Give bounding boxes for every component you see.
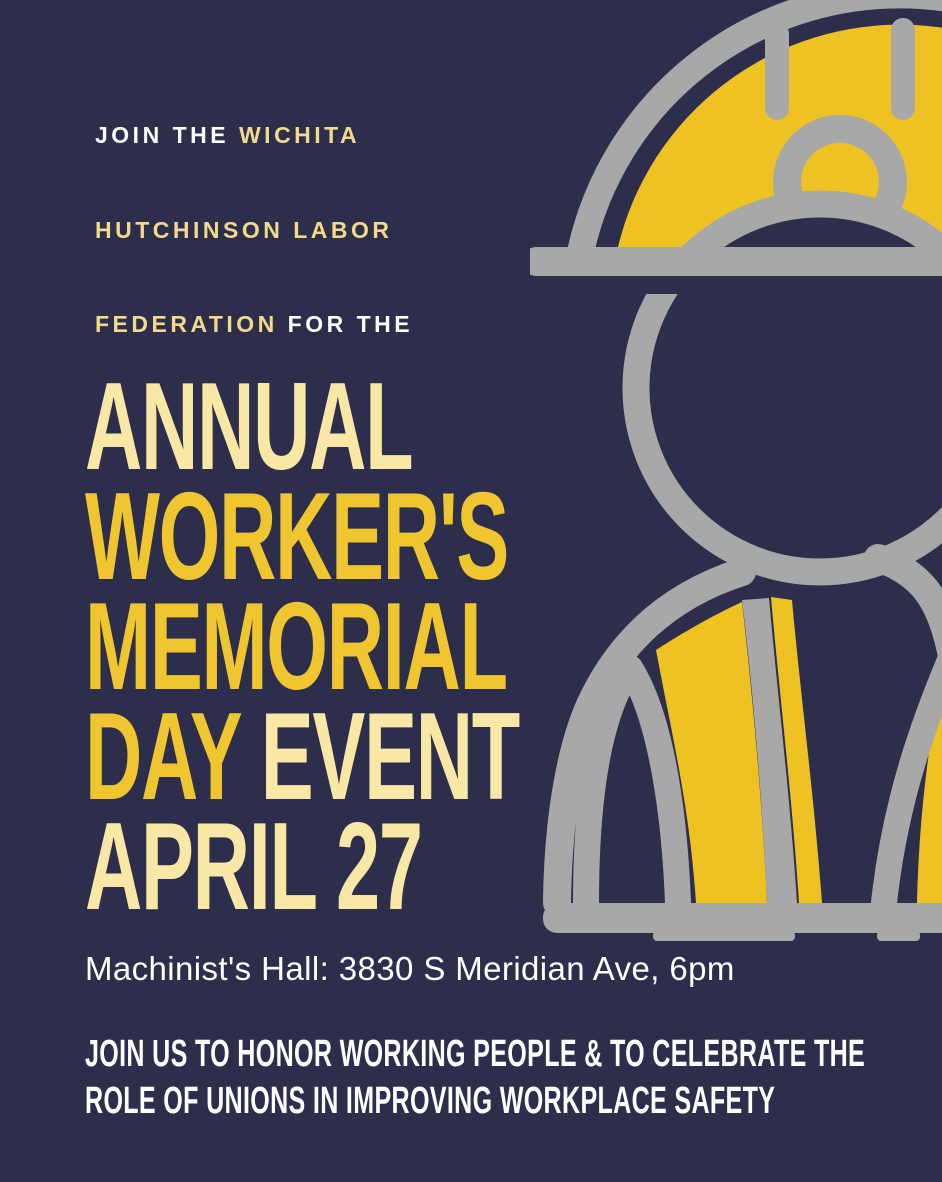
- tagline-text: [85, 1031, 942, 1125]
- eyebrow-seg-wichita: WICHITA: [238, 122, 361, 148]
- title-line-workers: WORKER'S: [85, 468, 509, 606]
- tagline-line-2: ROLE OF UNIONS IN IMPROVING WORKPLACE SAFETY: [85, 1080, 776, 1122]
- hard-hat-brim: [530, 247, 942, 276]
- title-line-day-event: [85, 688, 519, 826]
- title-seg-day: DAY: [85, 688, 261, 826]
- venue-text: Machinist's Hall: 3830 S Meridian Ave, 6pm: [85, 950, 735, 987]
- eyebrow-line-2: [95, 215, 413, 247]
- title-line-memorial: MEMORIAL: [85, 578, 507, 716]
- eyebrow-seg-hutchinson-labor: HUTCHINSON LABOR: [95, 216, 393, 243]
- title-line-annual: ANNUAL: [85, 358, 413, 496]
- eyebrow-seg-for-the: FOR THE: [277, 311, 414, 337]
- eyebrow-seg-join-the: JOIN THE: [95, 122, 239, 148]
- eyebrow-line-1: [95, 120, 413, 152]
- poster-title: [85, 358, 763, 936]
- title-line-april-27: APRIL 27: [85, 798, 422, 936]
- eyebrow-line-3: [95, 309, 413, 341]
- eyebrow-text: [95, 57, 413, 404]
- eyebrow-seg-federation: FEDERATION: [95, 311, 278, 337]
- title-seg-event: EVENT: [260, 688, 519, 826]
- tagline-line-1: JOIN US TO HONOR WORKING PEOPLE & TO CELEBRATE THE: [85, 1033, 866, 1075]
